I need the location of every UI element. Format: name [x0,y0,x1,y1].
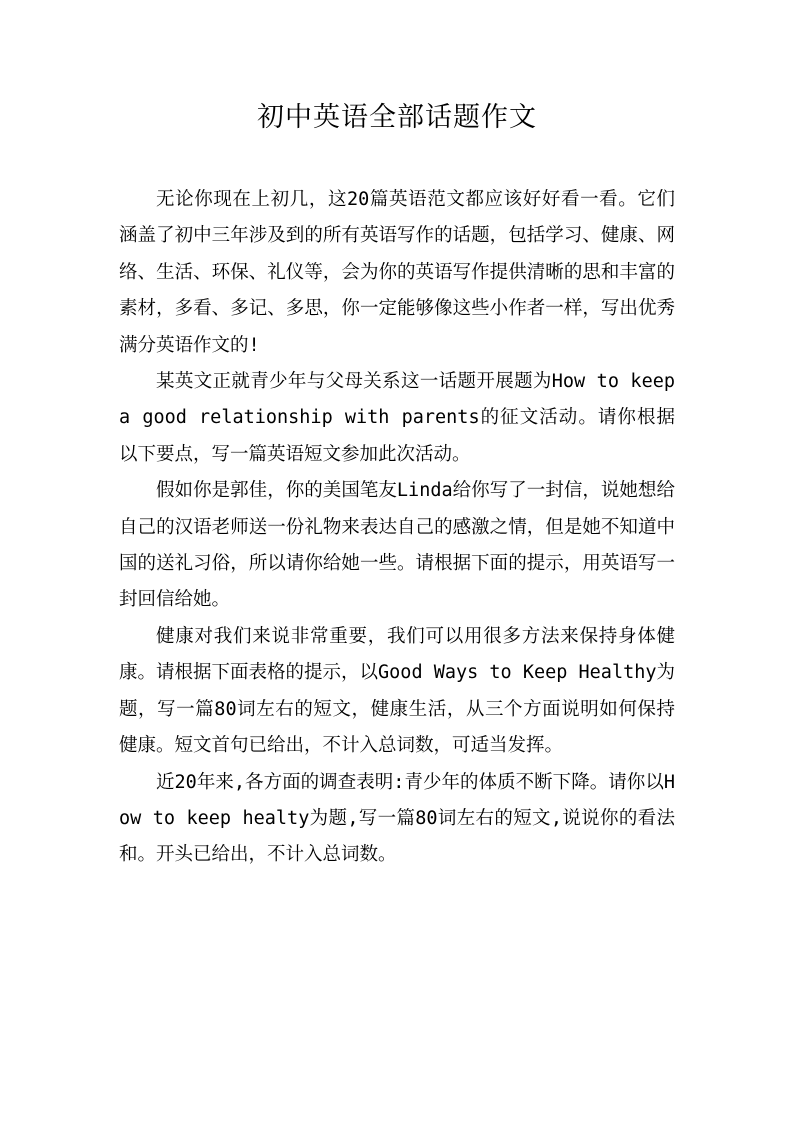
paragraph-keep-healthy: 近20年来,各方面的调查表明:青少年的体质不断下降。请你以How to keep healty为题,写一篇80词左右的短文,说说你的看法和。开头已给出，不计入总词数。 [119,771,675,866]
document-title: 初中英语全部话题作文 [257,102,537,133]
paragraph-parents-topic: 某英文正就青少年与父母关系这一话题开展题为How to keep a good relationship with parents的征文活动。请你根据以下要点，写一篇英语短文参加此次活动。 [119,371,675,465]
document-body [119,182,675,874]
paragraph-gift-letter: 假如你是郭佳，你的美国笔友Linda给你写了一封信，说她想给自己的汉语老师送一份礼物来表达自己的感激之情，但是她不知道中国的送礼习俗，所以请你给她一些。请根据下面的提示，用英语写一封回信给她。 [119,480,675,611]
paragraph-healthy-ways: 健康对我们来说非常重要，我们可以用很多方法来保持身体健康。请根据下面表格的提示，以Good Ways to Keep Healthy为题，写一篇80词左右的短文，健康生活，从三个方面说明如何保持健康。短文首句已给出，不计入总词数，可适当发挥。 [119,625,675,757]
paragraph-intro: 无论你现在上初几，这20篇英语范文都应该好好看一看。它们涵盖了初中三年涉及到的所有英语写作的话题，包括学习、健康、网络、生活、环保、礼仪等，会为你的英语写作提供清晰的思和丰富的素材，多看、多记、多思，你一定能够像这些小作者一样，写出优秀满分英语作文的! [119,189,675,356]
